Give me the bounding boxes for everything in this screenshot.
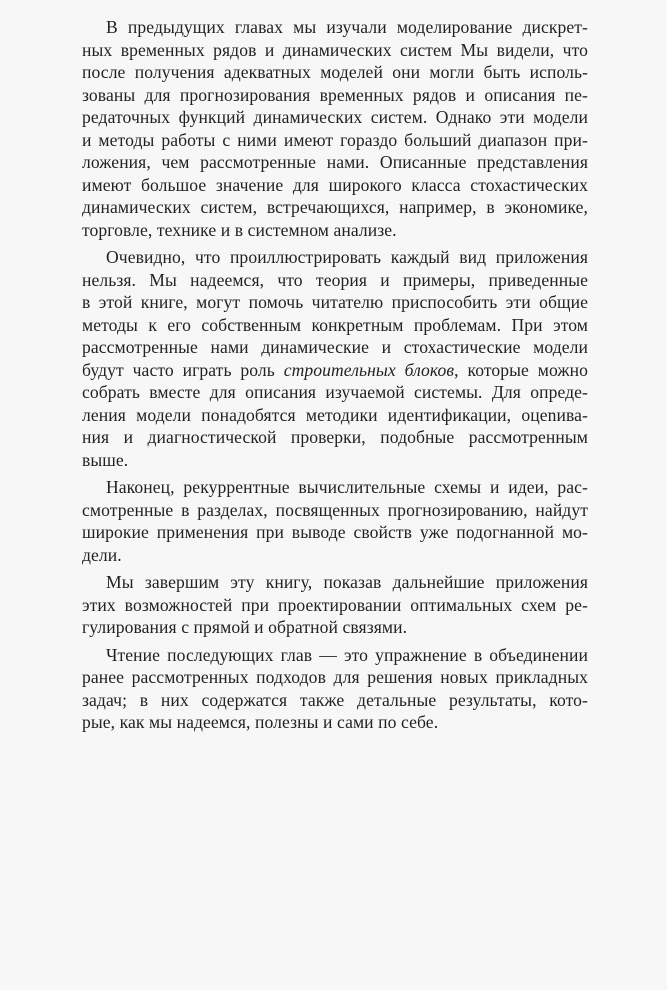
text-segment: , которые можно: [454, 359, 588, 380]
text-line: гулирования с прямой и обратной связями.: [82, 617, 408, 637]
text-line: собрать вместе для описания изучаемой системы. Для опреде-: [82, 382, 588, 402]
text-line: Чтение последующих глав — это упражнение в объединении: [106, 644, 588, 665]
emphasized-term: строительных блоков: [283, 359, 455, 380]
text-line: рассмотренные нами динамические и стохастические модели: [82, 337, 588, 357]
text-line: Мы завершим эту книгу, показав дальнейшие приложения: [106, 572, 588, 592]
text-line: зованы для прогнозирования временных рядов и описания пе-: [82, 84, 588, 105]
text-line: Наконец, рекуррентные вычислительные схемы и идеи, рас-: [106, 477, 588, 497]
text-line: широкие применения при выводе свойств уже подогнанной мо-: [82, 522, 588, 542]
text-block: [82, 16, 588, 739]
text-line: динамических систем, встречающихся, например, в экономике,: [82, 197, 588, 217]
text-line: рые, как мы надеемся, полезны и сами по себе.: [82, 712, 439, 732]
text-line-with-emphasis: [82, 359, 588, 382]
paragraph-1: [82, 16, 588, 241]
text-line: и методы работы с ними имеют гораздо больший диапазон при-: [82, 129, 588, 150]
paragraph-5: [82, 644, 588, 734]
paragraph-2: [82, 246, 588, 471]
text-line: ния и диагностической проверки, подобные рассмотренным: [82, 427, 588, 447]
text-line: редаточных функций динамических систем. Однако эти модели: [82, 107, 588, 127]
paragraph-3: [82, 476, 588, 566]
text-line: смотренные в разделах, посвященных прогнозированию, найдут: [82, 499, 588, 520]
text-line: этих возможностей при проектировании оптимальных схем ре-: [82, 594, 588, 615]
text-line: ранее рассмотренных подходов для решения новых прикладных: [82, 667, 588, 687]
text-line: ложения, чем рассмотренные нами. Описанные представления: [82, 152, 588, 172]
text-line: выше.: [82, 449, 129, 470]
text-line: В предыдущих главах мы изучали моделирование дискрет-: [106, 17, 588, 37]
text-line: ных временных рядов и динамических систем Мы видели, что: [82, 39, 588, 60]
text-line: нельзя. Мы надеемся, что теория и примеры, приведенные: [82, 269, 588, 290]
text-line: методы к его собственным конкретным проблемам. При этом: [82, 314, 588, 335]
text-line: ления модели понадобятся методики идентификации, оцenива-: [82, 404, 588, 425]
text-line: после получения адекватных моделей они могли быть исполь-: [82, 62, 588, 82]
text-line: в этой книге, могут помочь читателю приспособить эти общие: [82, 292, 588, 312]
text-line: задач; в них содержатся также детальные результаты, кото-: [82, 689, 588, 710]
text-line: Очевидно, что проиллюстрировать каждый вид приложения: [106, 247, 588, 267]
text-segment: будут часто играть роль: [82, 359, 284, 380]
text-line: торговле, технике и в системном анализе.: [82, 219, 397, 240]
paragraph-4: [82, 571, 588, 639]
text-line: дели.: [82, 544, 122, 565]
text-line: имеют большое значение для широкого класса стохастических: [82, 174, 588, 195]
